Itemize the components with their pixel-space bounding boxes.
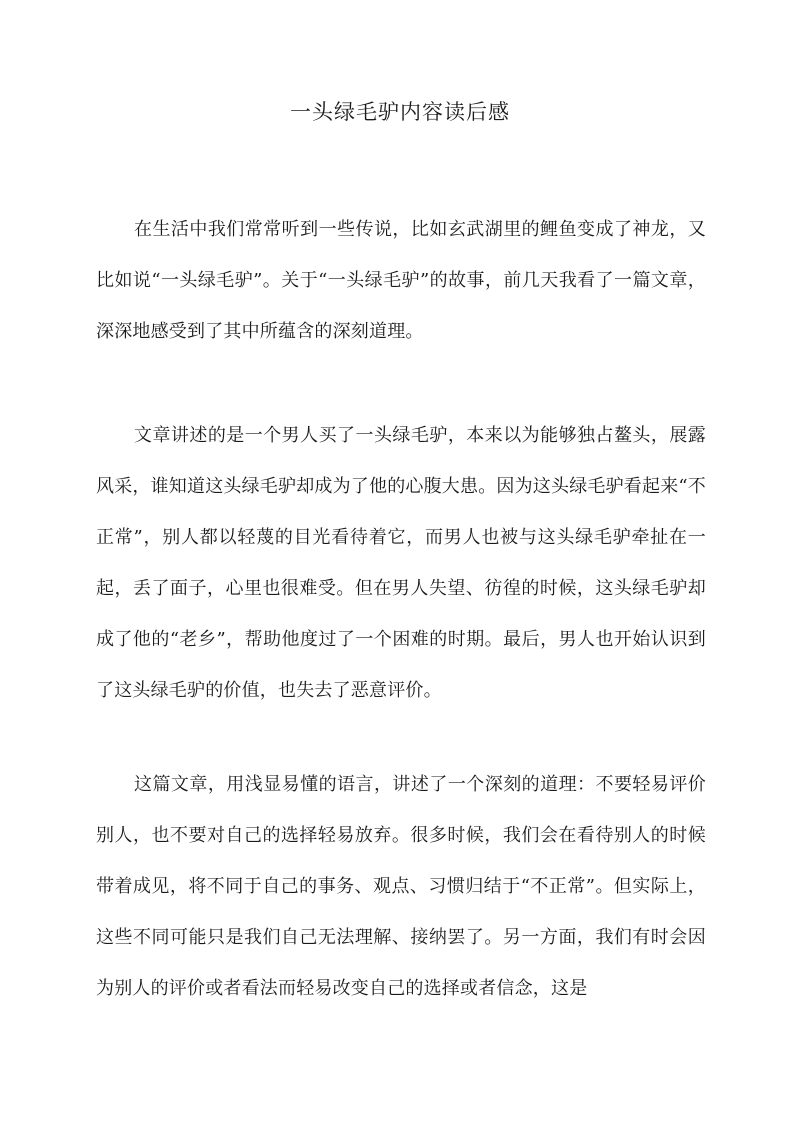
document-title: 一头绿毛驴内容读后感	[290, 100, 510, 124]
paragraph-3: 这篇文章，用浅显易懂的语言，讲述了一个深刻的道理：不要轻易评价别人，也不要对自己的选择轻易放弃。很多时候，我们会在看待别人的时候带着成见，将不同于自己的事务、观点、习惯归结于“不正常”。但实际上，这些不同可能只是我们自己无法理解、接纳罢了。另一方面，我们有时会因为别人的评价或者看法而轻易改变自己的选择或者信念，这是	[96, 774, 706, 999]
paragraph-2: 文章讲述的是一个男人买了一头绿毛驴，本来以为能够独占鳌头，展露风采，谁知道这头绿毛驴却成为了他的心腹大患。因为这头绿毛驴看起来“不正常”，别人都以轻蔑的目光看待着它，而男人也被与这头绿毛驴牵扯在一起，丢了面子，心里也很难受。但在男人失望、彷徨的时候，这头绿毛驴却成了他的“老乡”，帮助他度过了一个困难的时期。最后，男人也开始认识到了这头绿毛驴的价值，也失去了恶意评价。	[96, 425, 706, 701]
paragraph-1: 在生活中我们常常听到一些传说，比如玄武湖里的鲤鱼变成了神龙，又比如说“一头绿毛驴”。关于“一头绿毛驴”的故事，前几天我看了一篇文章，深深地感受到了其中所蕴含的深刻道理。	[96, 219, 706, 342]
